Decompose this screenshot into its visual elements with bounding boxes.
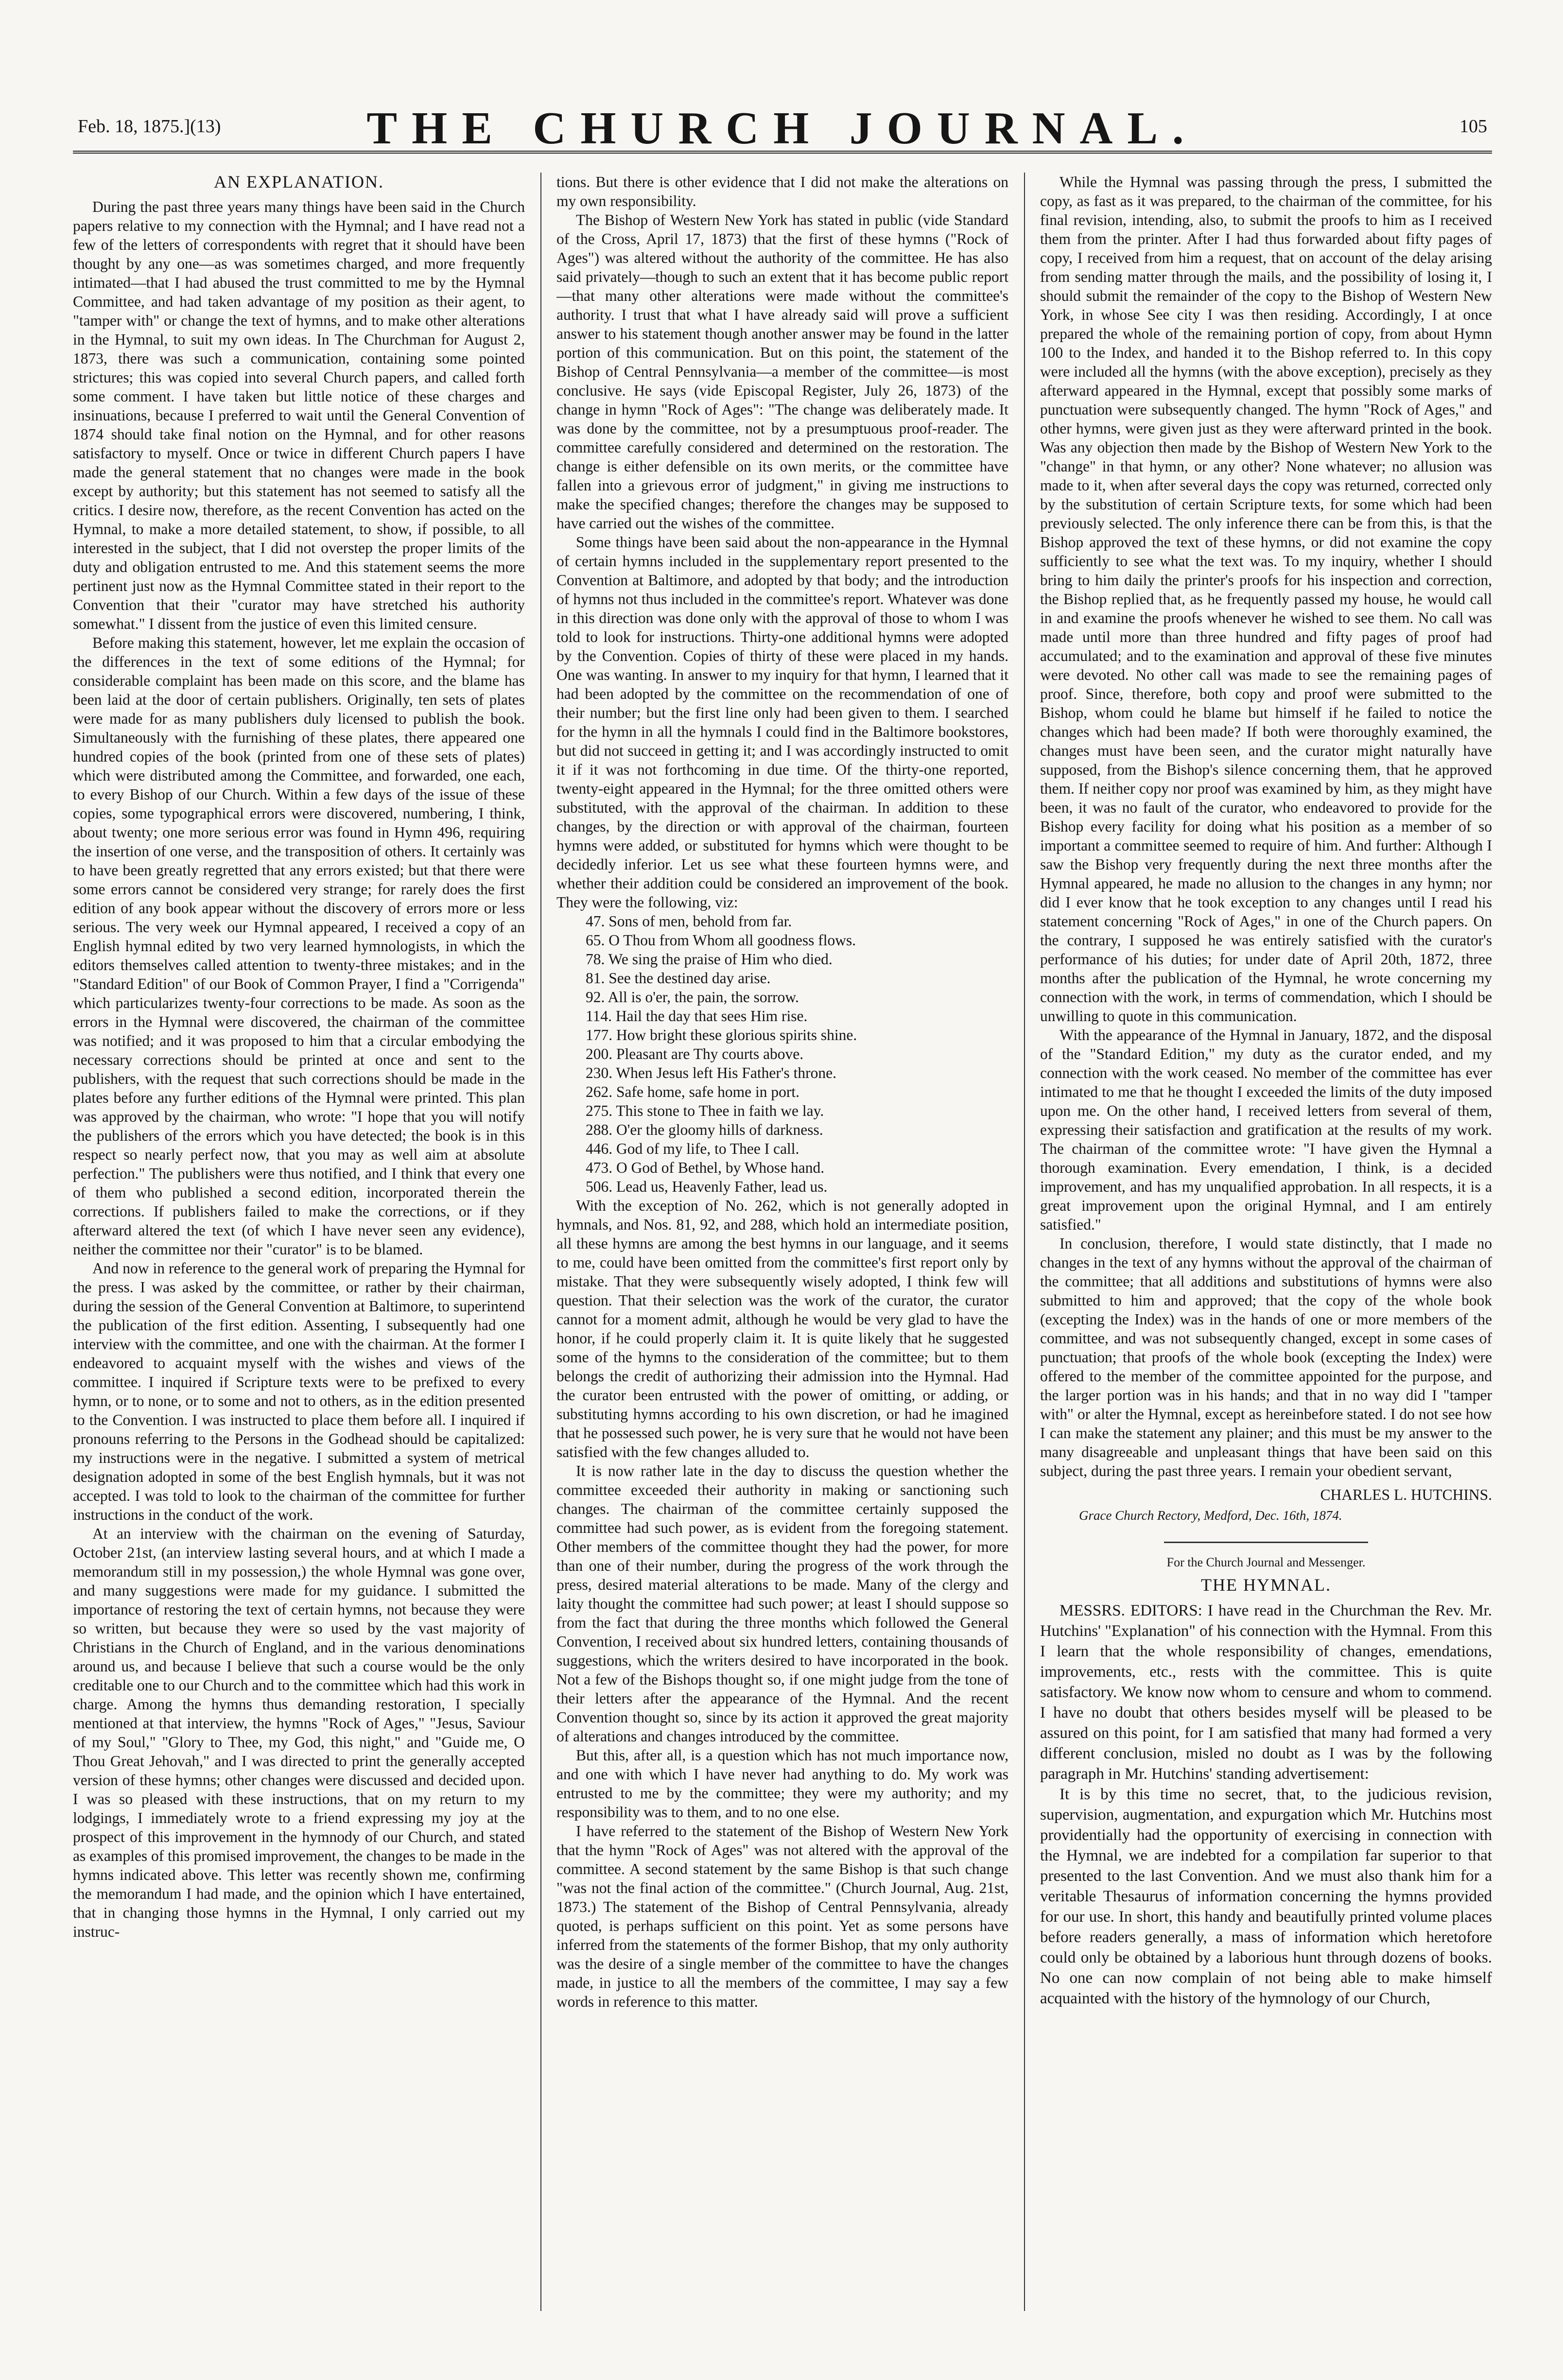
paragraph: At an interview with the chairman on the evening of Saturday, October 21st, (an interview lasting several hours, and at which I made a memorandum still in my possession,) the whole Hymnal was gone over, and many suggestions were made for my guidance. I submitted the importance of restoring the text of certain hymns, not because they were so written, but because they were so used by the vast majority of Christians in the Church of England, and in the various denominations around us, and because I believe that such a course would be the only creditable one to our Church and to the committee which had this work in charge. Among the hymns thus demanding restoration, I specially mentioned at that interview, the hymns "Rock of Ages," "Jesus, Saviour of my Soul," "Glory to Thee, my God, this night," and "Guide me, O Thou Great Jehovah," and I was directed to print the generally accepted version of these hymns; other changes were discussed and decided upon. I was so pleased with these instructions, that on my return to my lodgings, I immediately wrote to a friend expressing my joy at the prospect of this improvement in the hymnody of our Church, and stated as examples of this promised improvement, the changes to be made in the hymns indicated above. This letter was recently shown me, confirming the memorandum I had made, and the opinion which I have entertained, that in changing those hymns in the Hymnal, I only carried out my instruc- — [73, 1525, 525, 1940]
article-heading: AN EXPLANATION. — [214, 173, 384, 191]
article-heading: THE HYMNAL. — [1201, 1575, 1331, 1595]
hymn-list-item: 446. God of my life, to Thee I call. — [586, 1140, 799, 1157]
paragraph: In conclusion, therefore, I would state distinctly, that I made no changes in the text of any hymns without the approval of the chairman of the committee; that all additions and substitutions of hymns were also submitted to him and approved; that the copy of the whole book (excepting the Index) was in the hands of one or more members of the committee, and was not subsequently changed, except in some cases of punctuation; that proofs of the whole book (excepting the Index) were offered to the member of the committee appointed for the purpose, and the larger portion was in his hands; and that in no way did I "tamper with" or alter the Hymnal, except as hereinbefore stated. I do not see how I can make the statement any plainer; and this must be my answer to the many disagreeable and unpleasant things that have been said on this subject, during the past three years. I remain your obedient servant, — [1040, 1235, 1492, 1479]
hymn-list-item: 65. O Thou from Whom all goodness flows. — [586, 932, 856, 949]
paragraph: With the appearance of the Hymnal in January, 1872, and the disposal of the "Standard Edition," my duty as the curator ended, and my connection with the work ceased. No member of the committee has ever intimated to me that he thought I exceeded the limits of the duty imposed upon me. On the other hand, I received letters from several of them, expressing their satisfaction and gratification at the results of my work. The chairman of the committee wrote: "I have given the Hymnal a thorough examination. Every emendation, I think, is a decided improvement, and has my unqualified approbation. In all respects, it is a great improvement upon the original Hymnal, and I am entirely satisfied." — [1040, 1026, 1492, 1233]
masthead — [73, 87, 1492, 154]
column-rule — [540, 173, 541, 2311]
paragraph: While the Hymnal was passing through the press, I submitted the copy, as fast as it was prepared, to the chairman of the committee, for his final revision, intending, also, to submit the proofs to him as I received them from the printer. After I had thus forwarded about fifty pages of copy, I received from him a request, that on account of the delay arising from sending matter through the mails, and the possibility of losing it, I should submit the remainder of the copy to the Bishop of Western New York, in whose See city I was then residing. Accordingly, I at once prepared the whole of the remaining portion of copy, from about Hymn 100 to the Index, and handed it to the Bishop referred to. In this copy were included all the hymns (with the above exception), precisely as they afterward appeared in the Hymnal, except that possibly some marks of punctuation were subsequently changed. The hymn "Rock of Ages," and other hymns, were given just as they were afterward printed in the book. Was any objection then made by the Bishop of Western New York to the "change" in that hymn, or any other? None whatever; no allusion was made to it, when after several days the copy was returned, corrected only by the substitution of certain Scripture texts, for some which had been previously selected. The only inference there can be from this, is that the Bishop approved the text of these hymns, or did not examine the copy sufficiently to see what the text was. To my inquiry, whether I should bring to him daily the printer's proofs for his inspection and correction, the Bishop replied that, as he frequently passed my house, he would call in and examine the proofs whenever he wished to see them. No call was made until more than three hundred and fifty pages of proof had accumulated; and to the examination and approval of these five minutes were devoted. No other call was made to see the remaining pages of proof. Since, therefore, both copy and proof were submitted to the Bishop, whom could he blame but himself if he failed to notice the changes which had been made? If both were thoroughly examined, the changes must have been seen, and the curator might naturally have supposed, from the Bishop's silence concerning them, that he approved them. If neither copy nor proof was examined by him, as they might have been, it was no fault of the curator, who endeavored to provide for the Bishop every facility for doing what his position as a member of so important a committee seemed to require of him. And further: Although I saw the Bishop very frequently during the next three months after the Hymnal appeared, he made no allusion to the changes in any hymn; nor did I ever know that he took exception to any changes until I read his statement concerning "Rock of Ages," in one of the Church papers. On the contrary, I supposed he was entirely satisfied with the curator's performance of his duties; for under date of April 20th, 1872, three months after the publication of the Hymnal, he wrote concerning my connection with the work, in terms of commendation, which I should be unwilling to quote in this communication. — [1040, 174, 1492, 1025]
paragraph: Before making this statement, however, let me explain the occasion of the differences in the text of some editions of the Hymnal; for considerable complaint has been made on this score, and the blame has been laid at the door of certain publishers. Originally, ten sets of plates were made for as many publishers duly licensed to publish the book. Simultaneously with the furnishing of these plates, there appeared one hundred copies of the book (printed from one of these sets of plates) which were distributed among the Committee, and forwarded, one each, to every Bishop of our Church. Within a few days of the issue of these copies, some typographical errors were discovered, numbering, I think, about twenty; one more serious error was found in Hymn 496, requiring the insertion of one verse, and the transposition of others. It certainly was to have been greatly regretted that any errors existed; but that there were some errors cannot be considered very strange; for rarely does the first edition of any book appear without the discovery of errors more or less serious. The very week our Hymnal appeared, I received a copy of an English hymnal edited by two very learned hymnologists, in which the editors themselves called attention to twenty-three mistakes; and in the "Standard Edition" of our Book of Common Prayer, I find a "Corrigenda" which particularizes twenty-four corrections to be made. As soon as the errors in the Hymnal were discovered, the chairman of the committee was notified; and it was proposed to him that a circular embodying the necessary corrections should be printed at once and sent to the publishers, with the request that such corrections should be made in the plates before any further editions of the Hymnal were printed. This plan was approved by the chairman, who wrote: "I hope that you will notify the publishers of the errors which you have detected; the book is in this respect so nearly perfect now, that you may as well aim at absolute perfection." The publishers were thus notified, and I think that every one of them who published a second edition, incorporated therein the corrections. If publishers failed to make the corrections, or if they afterward altered the text (of which I have never seen any evidence), neither the committee nor their "curator" is to be blamed. — [73, 634, 525, 1258]
paragraph: And now in reference to the general work of preparing the Hymnal for the press. I was asked by the committee, or rather by their chairman, during the session of the General Convention at Baltimore, to superintend the publication of the first edition. Assenting, I subsequently had one interview with the committee, and one with the chairman. At the former I endeavored to acquaint myself with the wishes and views of the committee. I inquired if Scripture texts were to be prefixed to every hymn, or to none, or to some and not to others, as in the edition presented to the Convention. I was instructed to place them before all. I inquired if pronouns referring to the Persons in the Godhead should be capitalized: my instructions were in the negative. I submitted a system of metrical designation adopted in some of the best English hymnals, but it was not accepted. I was told to look to the chairman of the committee for further instructions in the conduct of the work. — [73, 1260, 525, 1523]
hymn-list — [586, 912, 1008, 1196]
hymn-list-item: 473. O God of Bethel, by Whose hand. — [586, 1159, 825, 1176]
paragraph: During the past three years many things have been said in the Church papers relative to my connection with the Hymnal; and I have read not a few of the letters of correspondents with regret that it should have been thought by any one—as was sometimes charged, and more frequently intimated—that I had abused the trust committed to me by the Hymnal Committee, and had taken advantage of my position as their agent, to "tamper with" or change the text of hymns, and to make other alterations in the Hymnal, to suit my own ideas. In The Churchman for August 2, 1873, there was such a communication, containing some pointed strictures; this was copied into several Church papers, and called forth some comment. I have taken but little notice of these charges and insinuations, because I preferred to wait until the General Convention of 1874 should take final notion on the Hymnal, and for other reasons satisfactory to myself. Once or twice in different Church papers I have made the general statement that no changes were made in the book except by authority; but this statement has not seemed to satisfy all the critics. I desire now, therefore, as the recent Convention has acted on the Hymnal, to make a more detailed statement, to show, if possible, to all interested in the subject, that I did not overstep the proper limits of the duty and obligation entrusted to me. And this statement seems the more pertinent just now as the Hymnal Committee stated in their report to the Convention that their "curator may have stretched his authority somewhat." I dissent from the justice of even this limited censure. — [73, 198, 525, 632]
hymn-list-item: 506. Lead us, Heavenly Father, lead us. — [586, 1178, 828, 1195]
paragraph: tions. But there is other evidence that I did not make the alterations on my own responsibility. — [556, 174, 1008, 209]
paragraph: I have referred to the statement of the Bishop of Western New York that the hymn "Rock of Ages" was not altered with the approval of the committee. A second statement by the same Bishop is that such change "was not the final action of the committee." (Church Journal, Aug. 21st, 1873.) The statement of the Bishop of Central Pennsylvania, already quoted, is perhaps sufficient on this point. Yet as some persons have inferred from the statements of the former Bishop, that my only authority was the desire of a single member of the committee to have the changes made, in justice to all the members of the committee, I may say a few words in reference to this matter. — [556, 1823, 1008, 2010]
paragraph: It is by this time no secret, that, to the judicious revision, supervision, augmentation, and expurgation which Mr. Hutchins most providentially had the opportunity of exercising in connection with the Hymnal, we are indebted for a compilation far superior to that presented to the last Convention. And we must also thank him for a veritable Thesaurus of information concerning the hymns provided for our use. In short, this handy and beautifully printed volume places before readers generally, a mass of information which heretofore could only be obtained by a laborious hunt through dozens of books. No one can now complain of not being able to make himself acquainted with the history of the hymnology of our Church, — [1040, 1786, 1492, 2007]
hymn-list-item: 92. All is o'er, the pain, the sorrow. — [586, 989, 799, 1006]
article-divider — [1164, 1542, 1368, 1543]
hymn-list-item: 177. How bright these glorious spirits shine. — [586, 1026, 857, 1043]
paragraph: With the exception of No. 262, which is not generally adopted in hymnals, and Nos. 81, 92, and 288, which hold an intermediate position, all these hymns are among the best hymns in our language, and it seems to me, could have been omitted from the committee's first report only by mistake. That they were subsequently wisely adopted, I think few will question. That their selection was the work of the curator, the curator cannot for a moment admit, although he would be very glad to have the honor, if he could properly claim it. It is quite likely that he suggested some of the hymns to the consideration of the committee; but to them belongs the credit of authorizing their admission into the Hymnal. Had the curator been entrusted with the power of omitting, or adding, or substituting hymns according to his own discretion, or had he imagined that he possessed such power, he is very sure that he would not have been satisfied with the few changes alluded to. — [556, 1197, 1008, 1460]
column-1 — [73, 173, 525, 2321]
source-line: For the Church Journal and Messenger. — [1166, 1555, 1366, 1569]
paragraph: But this, after all, is a question which has not much importance now, and one with which I have never had anything to do. My work was entrusted to me by the committee; they were my authority; and my responsibility was to them, and to no one else. — [556, 1747, 1008, 1821]
hymn-list-item: 78. We sing the praise of Him who died. — [586, 951, 833, 968]
hymn-list-item: 275. This stone to Thee in faith we lay. — [586, 1102, 824, 1119]
hymn-list-item: 114. Hail the day that sees Him rise. — [586, 1008, 808, 1025]
paragraph: It is now rather late in the day to discuss the question whether the committee exceeded their authority in making or sanctioning such changes. The chairman of the committee certainly supposed the committee had such power, as is evident from the foregoing statement. Other members of the committee thought they had the power, for more than one of their number, during the progress of the work through the press, desired material alterations to be made. Many of the clergy and laity thought the committee had such power; at least I should suppose so from the fact that during the three months which followed the General Convention, I received about six hundred letters, containing thousands of suggestions, which the writers desired to have incorporated in the book. Not a few of the Bishops thought so, if one might judge from the tone of their letters after the appearance of the Hymnal. And the recent Convention thought so, since by its action it approved the great majority of alterations and changes introduced by the committee. — [556, 1462, 1008, 1745]
signature-place-date: Grace Church Rectory, Medford, Dec. 16th, 1874. — [1079, 1508, 1342, 1523]
issue-date: Feb. 18, 1875.](13) — [78, 116, 221, 137]
column-2 — [556, 173, 1008, 2321]
hymn-list-item: 47. Sons of men, behold from far. — [586, 913, 792, 930]
paragraph: Some things have been said about the non-appearance in the Hymnal of certain hymns included in the supplementary report presented to the Convention at Baltimore, and adopted by that body; and the introduction of hymns not thus included in the committee's report. Whatever was done in this direction was done only with the approval of those to whom I was told to look for instructions. Thirty-one additional hymns were adopted by the Convention. Copies of thirty of these were placed in my hands. One was wanting. In answer to my inquiry for that hymn, I learned that it had been adopted by the committee on the recommendation of one of their number; but the first line only had been given to them. I searched for the hymn in all the hymnals I could find in the Baltimore bookstores, but did not succeed in getting it; and I was accordingly instructed to omit it if it was not forthcoming in due time. Of the thirty-one reported, twenty-eight appeared in the Hymnal; for the three omitted others were substituted, with the approval of the chairman. In addition to these changes, by the direction or with approval of the chairman, fourteen hymns were added, or substituted for hymns which were thought to be decidedly inferior. Let us see what these fourteen hymns were, and whether their addition could be considered an improvement of the book. They were the following, viz: — [556, 534, 1008, 911]
author-signature: CHARLES L. HUTCHINS. — [1320, 1486, 1492, 1503]
hymn-list-item: 288. O'er the gloomy hills of darkness. — [586, 1121, 823, 1138]
column-rule — [1024, 173, 1025, 2311]
paragraph: MESSRS. EDITORS: I have read in the Churchman the Rev. Mr. Hutchins' "Explanation" of his connection with the Hymnal. From this I learn that the whole responsibility of changes, emendations, improvements, etc., rests with the committee. This is quite satisfactory. We know now whom to censure and whom to commend. I have no doubt that others besides myself will be pleased to be assured on this point, for I am satisfied that many had formed a very different conclusion, misled no doubt as I was by the following paragraph in Mr. Hutchins' standing advertisement: — [1040, 1602, 1492, 1783]
hymn-list-item: 262. Safe home, safe home in port. — [586, 1083, 800, 1100]
hymn-list-item: 200. Pleasant are Thy courts above. — [586, 1045, 804, 1062]
newspaper-title: THE CHURCH JOURNAL. — [366, 103, 1198, 154]
newspaper-page — [73, 87, 1492, 2333]
hymn-list-item: 81. See the destined day arise. — [586, 970, 771, 987]
column-3 — [1040, 173, 1492, 2321]
paragraph: The Bishop of Western New York has stated in public (vide Standard of the Cross, April 17, 1873) that the first of these hymns ("Rock of Ages") was altered without the authority of the committee. He has also said privately—though to such an extent that it has become public report—that many other alterations were made without the committee's authority. I trust that what I have already said will prove a sufficient answer to his statement though another answer may be found in the latter portion of this communication. But on this point, the statement of the Bishop of Central Pennsylvania—a member of the committee—is most conclusive. He says (vide Episcopal Register, July 26, 1873) of the change in hymn "Rock of Ages": "The change was deliberately made. It was done by the committee, not by a presumptuous proof-reader. The committee carefully considered and determined on the restoration. The change is either defensible on its own merits, or the committee have fallen into a grievous error of judgment," in giving me instructions to make the specified changes; therefore the changes may be supposed to have carried out the wishes of the committee. — [556, 211, 1008, 532]
page-number: 105 — [1459, 116, 1487, 137]
hymn-list-item: 230. When Jesus left His Father's throne. — [586, 1064, 837, 1081]
